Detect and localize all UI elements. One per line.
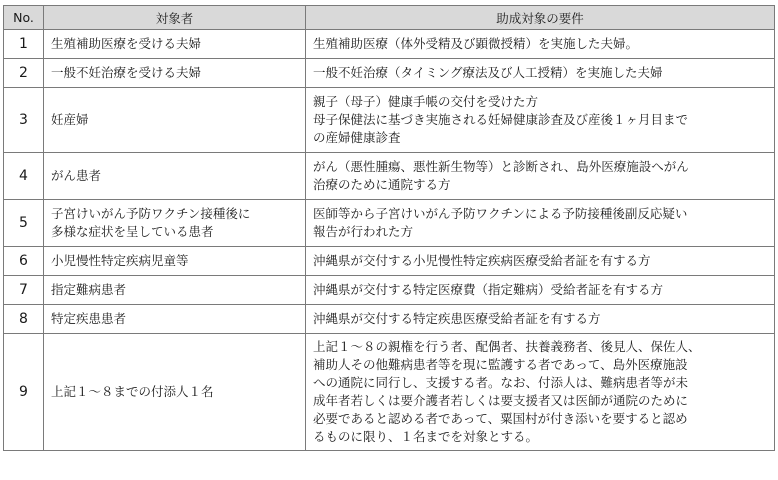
requirement-line: 母子保健法に基づき実施される妊婦健康診査及び産後１ヶ月目まで xyxy=(313,112,689,127)
table-row xyxy=(4,153,775,200)
requirement-line: 生殖補助医療（体外受精及び顕微授精）を実施した夫婦。 xyxy=(313,36,639,51)
row-target: がん患者 xyxy=(44,153,306,200)
table-row xyxy=(4,305,775,334)
row-target: 一般不妊治療を受ける夫婦 xyxy=(44,59,306,88)
row-number: 9 xyxy=(4,334,44,451)
row-requirement xyxy=(306,153,775,200)
row-target: 上記１～８までの付添人１名 xyxy=(44,334,306,451)
table-row xyxy=(4,200,775,247)
requirement-line: の産婦健康診査 xyxy=(313,130,401,145)
table-row xyxy=(4,276,775,305)
requirement-line: 医師等から子宮けいがん予防ワクチンによる予防接種後副反応疑い xyxy=(313,206,688,221)
row-target: 小児慢性特定疾病児童等 xyxy=(44,247,306,276)
row-number: 4 xyxy=(4,153,44,200)
target-line: 多様な症状を呈している患者 xyxy=(51,224,214,239)
requirement-line: 成年者若しくは要介護者若しくは要支援者又は医師が通院のために xyxy=(313,393,689,408)
row-requirement xyxy=(306,88,775,153)
row-target: 生殖補助医療を受ける夫婦 xyxy=(44,30,306,59)
row-number: 2 xyxy=(4,59,44,88)
table-header-row xyxy=(4,6,775,30)
row-requirement xyxy=(306,59,775,88)
requirement-line: への通院に同行し、支援する者。なお、付添人は、難病患者等が未 xyxy=(313,375,689,390)
requirement-line: 必要であると認める者であって、粟国村が付き添いを要すると認め xyxy=(313,411,688,426)
row-target xyxy=(44,200,306,247)
table-row xyxy=(4,334,775,451)
row-number: 7 xyxy=(4,276,44,305)
row-target: 指定難病患者 xyxy=(44,276,306,305)
requirement-line: 報告が行われた方 xyxy=(313,224,414,239)
table-row xyxy=(4,247,775,276)
header-requirements: 助成対象の要件 xyxy=(306,6,775,30)
requirement-line: 沖縄県が交付する特定医療費（指定難病）受給者証を有する方 xyxy=(313,282,664,297)
requirement-line: がん（悪性腫瘍、悪性新生物等）と診断され、島外医療施設へがん xyxy=(313,159,689,174)
row-requirement xyxy=(306,30,775,59)
table-row xyxy=(4,30,775,59)
row-number: 5 xyxy=(4,200,44,247)
row-requirement xyxy=(306,200,775,247)
header-target: 対象者 xyxy=(44,6,306,30)
row-number: 1 xyxy=(4,30,44,59)
row-target: 妊産婦 xyxy=(44,88,306,153)
eligibility-table xyxy=(3,5,775,451)
row-number: 8 xyxy=(4,305,44,334)
row-requirement xyxy=(306,334,775,451)
row-requirement xyxy=(306,247,775,276)
table-row xyxy=(4,59,775,88)
row-number: 3 xyxy=(4,88,44,153)
row-requirement xyxy=(306,305,775,334)
requirement-line: るものに限り、１名までを対象とする。 xyxy=(313,429,539,444)
requirement-line: 上記１～８の親権を行う者、配偶者、扶養義務者、後見人、保佐人、 xyxy=(313,339,701,354)
requirement-line: 一般不妊治療（タイミング療法及び人工授精）を実施した夫婦 xyxy=(313,65,663,80)
requirement-line: 親子（母子）健康手帳の交付を受けた方 xyxy=(313,94,539,109)
requirement-line: 沖縄県が交付する特定疾患医療受給者証を有する方 xyxy=(313,311,601,326)
row-requirement xyxy=(306,276,775,305)
row-number: 6 xyxy=(4,247,44,276)
row-target: 特定疾患患者 xyxy=(44,305,306,334)
header-no: No. xyxy=(4,6,44,30)
target-line: 子宮けいがん予防ワクチン接種後に xyxy=(51,206,251,221)
requirement-line: 沖縄県が交付する小児慢性特定疾病医療受給者証を有する方 xyxy=(313,253,651,268)
requirement-line: 治療のために通院する方 xyxy=(313,177,451,192)
table-row xyxy=(4,88,775,153)
requirement-line: 補助人その他難病患者等を現に監護する者であって、島外医療施設 xyxy=(313,357,688,372)
